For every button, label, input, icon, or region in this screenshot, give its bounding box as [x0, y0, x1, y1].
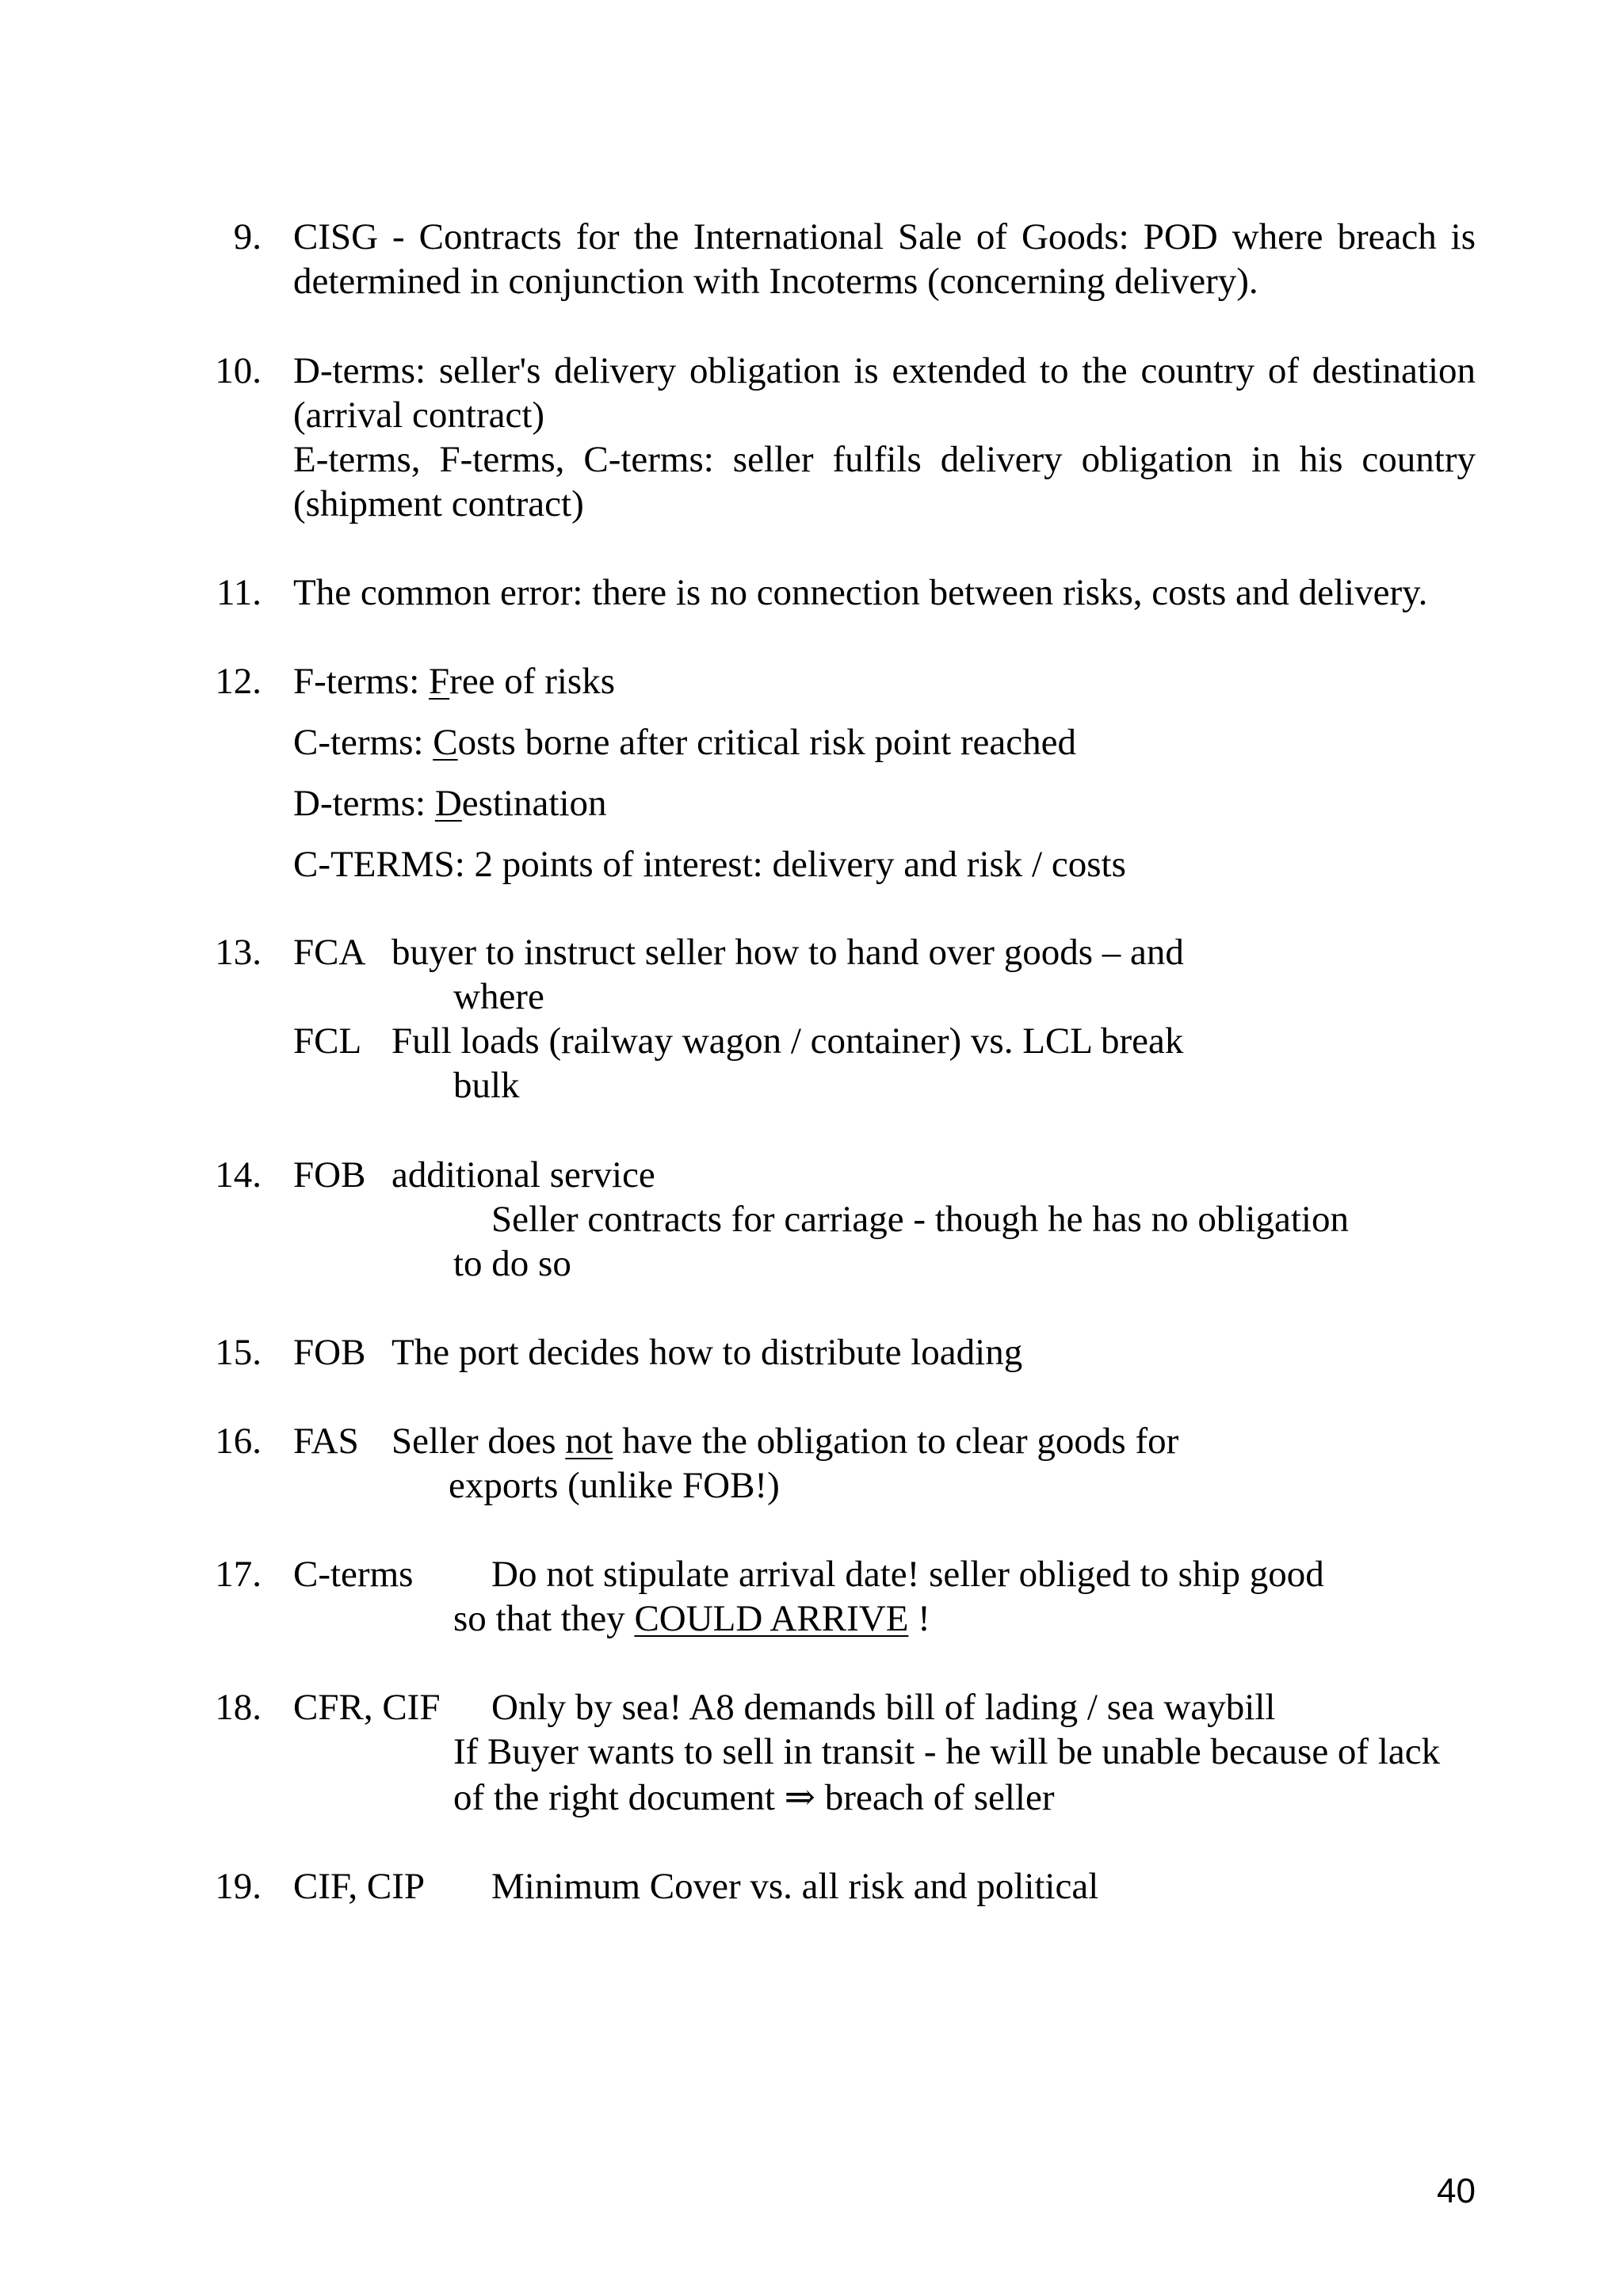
- item-text: CISG - Contracts for the International Sale of Goods: POD where breach is: [293, 216, 1476, 257]
- term-description: where: [453, 976, 544, 1017]
- f-terms-prefix: F-terms:: [293, 661, 430, 702]
- term-description: [391, 1419, 1178, 1463]
- term-description: additional service: [391, 1154, 655, 1196]
- term-label: FAS: [293, 1421, 359, 1462]
- text-segment: so that they: [453, 1598, 635, 1639]
- item-number: 14.: [215, 1154, 262, 1196]
- c-terms-points-line: C-TERMS: 2 points of interest: delivery and risk / costs: [293, 844, 1126, 885]
- item-number: 15.: [215, 1332, 262, 1373]
- term-description: Full loads (railway wagon / container) vs. LCL break: [391, 1020, 1184, 1062]
- term-description: of the right document ⇒ breach of seller: [453, 1777, 1055, 1818]
- term-description: If Buyer wants to sell in transit - he will be unable because of lack: [453, 1731, 1441, 1772]
- term-label: FOB: [293, 1332, 366, 1373]
- c-terms-underlined-letter: C: [433, 722, 458, 763]
- item-text: D-terms: seller's delivery obligation is extended to the country of destination: [293, 350, 1476, 391]
- item-number: 10.: [215, 350, 262, 391]
- c-terms-prefix: C-terms:: [293, 722, 433, 763]
- term-description: Only by sea! A8 demands bill of lading / sea waybill: [491, 1687, 1276, 1728]
- item-number: 18.: [215, 1687, 262, 1728]
- item-number: 17.: [215, 1554, 262, 1595]
- term-label: FCL: [293, 1020, 362, 1062]
- d-terms-prefix: D-terms:: [293, 783, 435, 824]
- item-number: 11.: [216, 572, 262, 613]
- item-number: 19.: [215, 1866, 262, 1907]
- term-label: CIF, CIP: [293, 1866, 426, 1907]
- item-text: The common error: there is no connection between risks, costs and delivery.: [293, 572, 1428, 613]
- term-description: bulk: [453, 1065, 520, 1106]
- item-number: 13.: [215, 932, 262, 973]
- d-terms-suffix: estination: [461, 783, 607, 824]
- item-text: (arrival contract): [293, 395, 545, 436]
- term-description: The port decides how to distribute loading: [391, 1332, 1023, 1373]
- underlined-phrase: COULD ARRIVE: [634, 1598, 909, 1639]
- term-description: Seller contracts for carriage - though he has no obligation: [491, 1199, 1349, 1240]
- f-terms-suffix: ree of risks: [449, 661, 615, 702]
- term-description: [453, 1596, 930, 1641]
- underlined-word: not: [565, 1421, 613, 1462]
- term-description: to do so: [453, 1243, 571, 1284]
- item-number: 12.: [215, 661, 262, 702]
- c-terms-line: [293, 720, 1076, 765]
- item-number: 9.: [233, 216, 262, 257]
- item-number: 16.: [215, 1421, 262, 1462]
- term-label: CFR, CIF: [293, 1687, 441, 1728]
- page-number: 40: [1437, 2172, 1476, 2210]
- text-segment: have the obligation to clear goods for: [613, 1421, 1179, 1462]
- item-text: determined in conjunction with Incoterms (concerning delivery).: [293, 261, 1258, 302]
- item-text: E-terms, F-terms, C-terms: seller fulfils delivery obligation in his country: [293, 439, 1476, 480]
- term-label: FCA: [293, 932, 366, 973]
- term-label: C-terms: [293, 1554, 414, 1595]
- term-description: exports (unlike FOB!): [449, 1465, 780, 1506]
- term-description: buyer to instruct seller how to hand over goods – and: [391, 932, 1184, 973]
- text-segment: !: [908, 1598, 930, 1639]
- d-terms-line: [293, 781, 607, 826]
- d-terms-underlined-letter: D: [434, 783, 462, 824]
- text-segment: Seller does: [391, 1421, 566, 1462]
- item-text: (shipment contract): [293, 483, 584, 524]
- c-terms-suffix: osts borne after critical risk point reached: [457, 722, 1077, 763]
- term-label: FOB: [293, 1154, 366, 1196]
- f-terms-line: [293, 659, 615, 704]
- f-terms-underlined-letter: F: [429, 661, 450, 702]
- term-description: Do not stipulate arrival date! seller obliged to ship good: [491, 1554, 1324, 1595]
- term-description: Minimum Cover vs. all risk and political: [491, 1866, 1099, 1907]
